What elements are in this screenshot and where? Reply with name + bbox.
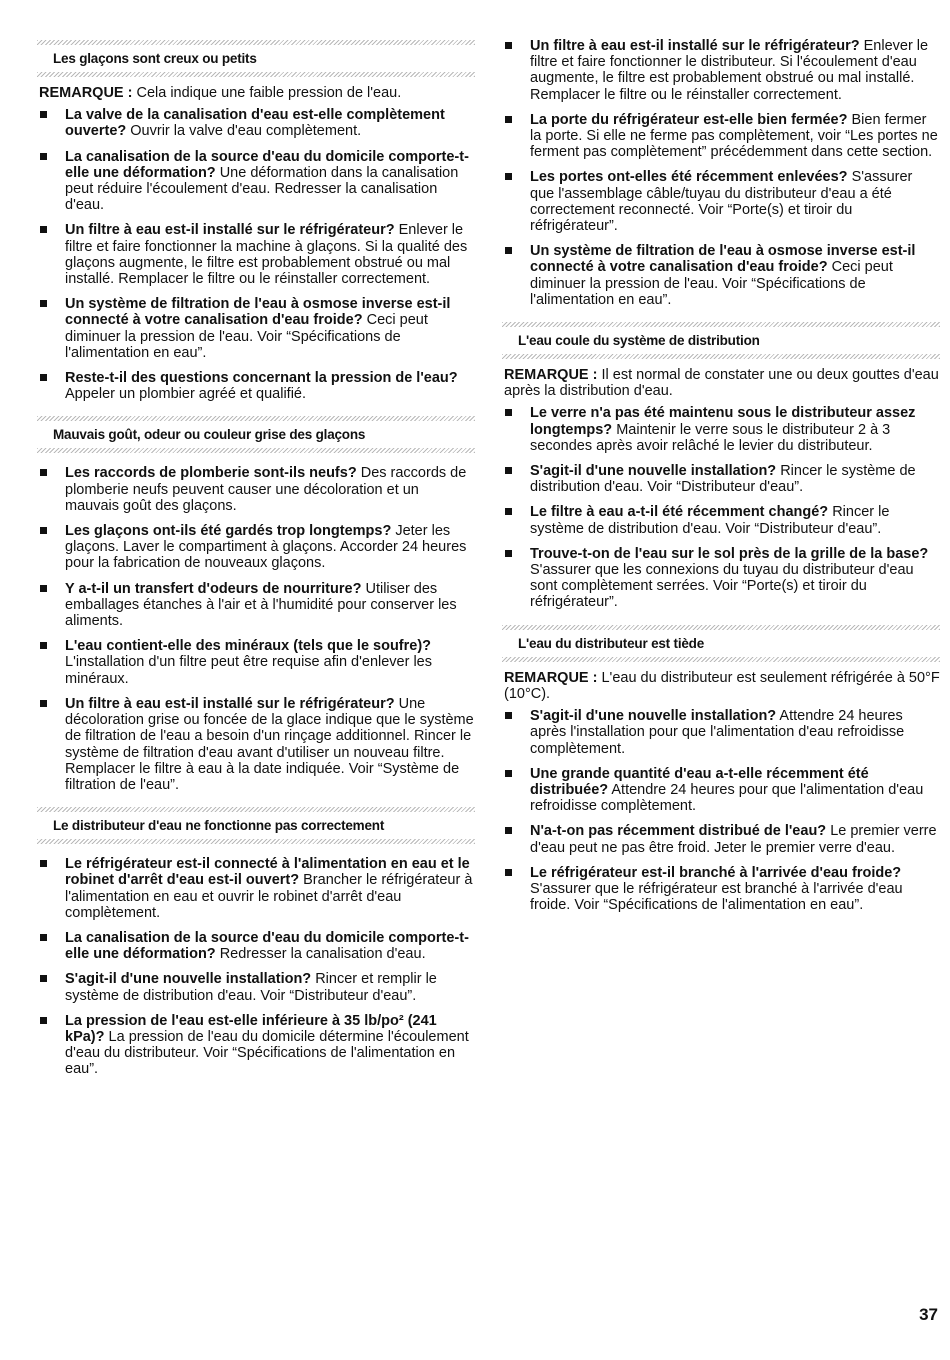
section bbox=[502, 38, 940, 308]
list-item bbox=[37, 465, 475, 514]
item-answer: Rincer et remplir le système de distribution d'eau. Voir “Distributeur d'eau”. bbox=[65, 971, 437, 1004]
list-item bbox=[502, 169, 940, 234]
item-question: S'agit-il d'une nouvelle installation? bbox=[530, 463, 777, 480]
list-item bbox=[37, 149, 475, 214]
list-item bbox=[502, 546, 940, 611]
item-question: Le verre n'a pas été maintenu sous le distributeur assez longtemps? bbox=[530, 405, 916, 438]
item-question: Y a-t-il un transfert d'odeurs de nourriture? bbox=[65, 580, 362, 597]
square-bullet-icon bbox=[505, 508, 512, 515]
item-list bbox=[502, 708, 940, 913]
item-question: L'eau contient-elle des minéraux (tels que le soufre)? bbox=[65, 638, 432, 655]
item-question: N'a-t-on pas récemment distribué de l'eau? bbox=[530, 823, 827, 840]
square-bullet-icon bbox=[40, 642, 47, 649]
hatch-rule bbox=[37, 839, 475, 844]
list-item bbox=[502, 865, 940, 914]
square-bullet-icon bbox=[40, 934, 47, 941]
note-label: REMARQUE : bbox=[39, 85, 133, 101]
section bbox=[37, 416, 475, 793]
item-answer: L'installation d'un filtre peut être requise afin d'enlever les minéraux. bbox=[65, 654, 432, 687]
square-bullet-icon bbox=[505, 116, 512, 123]
hatch-rule bbox=[37, 72, 475, 77]
square-bullet-icon bbox=[505, 247, 512, 254]
item-answer: Ceci peut diminuer la pression de l'eau. Voir “Spécifications de l'alimentation en eau”. bbox=[530, 259, 893, 308]
square-bullet-icon bbox=[505, 550, 512, 557]
list-item bbox=[502, 405, 940, 454]
list-item bbox=[502, 243, 940, 308]
square-bullet-icon bbox=[40, 111, 47, 118]
hatch-rule bbox=[502, 354, 940, 359]
list-item bbox=[37, 222, 475, 287]
item-answer: S'assurer que le réfrigérateur est branché à l'arrivée d'eau froide. Voir “Spécifications de l'alimentation en eau”. bbox=[530, 880, 903, 914]
item-question: La canalisation de la source d'eau du domicile comporte-t-elle une déformation? bbox=[65, 148, 469, 181]
item-question: Trouve-t-on de l'eau sur le sol près de la grille de la base? bbox=[530, 545, 929, 562]
item-question: Un filtre à eau est-il installé sur le réfrigérateur? bbox=[65, 222, 395, 239]
item-answer: Brancher le réfrigérateur à l'alimentation en eau et ouvrir le robinet d'arrêt d'eau complètement. bbox=[65, 872, 473, 921]
section bbox=[502, 322, 940, 611]
square-bullet-icon bbox=[40, 374, 47, 381]
item-answer: Enlever le filtre et faire fonctionner le distributeur. Si l'écoulement d'eau augmente, le filtre est probablement obstrué ou mal installé. Remplacer le filtre ou le réinstaller correctement. bbox=[530, 38, 929, 103]
item-answer: Une déformation dans la canalisation peut réduire l'écoulement d'eau. Redresser la canalisation d'eau. bbox=[65, 164, 459, 214]
list-item bbox=[37, 696, 475, 793]
item-answer: Utiliser des emballages étanches à l'air et à l'humidité pour conserver les aliments. bbox=[65, 580, 457, 630]
list-item bbox=[37, 370, 475, 402]
list-item bbox=[37, 971, 475, 1003]
hatch-rule bbox=[37, 448, 475, 453]
item-answer: Rincer le système de distribution d'eau. Voir “Distributeur d'eau”. bbox=[530, 504, 890, 537]
section-title: L'eau coule du système de distribution bbox=[518, 333, 760, 349]
list-item bbox=[502, 823, 940, 855]
section bbox=[502, 625, 940, 914]
section bbox=[37, 40, 475, 402]
list-item bbox=[502, 38, 940, 103]
item-answer: Le premier verre d'eau peut ne pas être froid. Jeter le premier verre d'eau. bbox=[530, 823, 937, 856]
item-answer: Bien fermer la porte. Si elle ne ferme pas complètement, voir “Les portes ne ferment pas complètement” précédemment dans cette section. bbox=[530, 111, 938, 161]
square-bullet-icon bbox=[505, 869, 512, 876]
section bbox=[37, 807, 475, 1077]
note-text: Cela indique une faible pression de l'eau. bbox=[136, 85, 402, 101]
left-column bbox=[37, 40, 475, 1092]
square-bullet-icon bbox=[40, 469, 47, 476]
item-answer: Rincer le système de distribution d'eau. Voir “Distributeur d'eau”. bbox=[530, 463, 916, 496]
item-question: La pression de l'eau est-elle inférieure à 35 lb/po² (241 kPa)? bbox=[65, 1012, 437, 1045]
item-question: Une grande quantité d'eau a-t-elle récemment été distribuée? bbox=[530, 765, 869, 798]
item-question: Un filtre à eau est-il installé sur le réfrigérateur? bbox=[65, 695, 395, 712]
item-answer: Appeler un plombier agréé et qualifié. bbox=[65, 386, 307, 403]
item-list bbox=[37, 465, 475, 793]
item-question: La valve de la canalisation d'eau est-elle complètement ouverte? bbox=[65, 107, 445, 140]
list-item bbox=[37, 296, 475, 361]
list-item bbox=[37, 1013, 475, 1078]
item-question: Un système de filtration de l'eau à osmose inverse est-il connecté à votre canalisation d'eau froide? bbox=[530, 243, 916, 276]
item-answer: Ceci peut diminuer la pression de l'eau. Voir “Spécifications de l'alimentation en eau”. bbox=[65, 312, 428, 361]
section-header bbox=[37, 807, 475, 844]
square-bullet-icon bbox=[40, 153, 47, 160]
square-bullet-icon bbox=[40, 975, 47, 982]
square-bullet-icon bbox=[505, 827, 512, 834]
list-item bbox=[37, 107, 475, 139]
section-header bbox=[37, 416, 475, 453]
list-item bbox=[502, 463, 940, 495]
section-title: Le distributeur d'eau ne fonctionne pas correctement bbox=[53, 818, 385, 834]
item-list bbox=[502, 405, 940, 610]
square-bullet-icon bbox=[505, 42, 512, 49]
square-bullet-icon bbox=[40, 860, 47, 867]
item-question: Les raccords de plomberie sont-ils neufs? bbox=[65, 465, 357, 482]
square-bullet-icon bbox=[505, 409, 512, 416]
item-answer: Redresser la canalisation d'eau. bbox=[219, 946, 426, 963]
list-item bbox=[502, 708, 940, 757]
section-title: Mauvais goût, odeur ou couleur grise des glaçons bbox=[53, 427, 366, 443]
item-list bbox=[37, 107, 475, 402]
square-bullet-icon bbox=[40, 226, 47, 233]
square-bullet-icon bbox=[40, 700, 47, 707]
item-answer: S'assurer que les connexions du tuyau du distributeur d'eau sont complètement serrées. Voir “Porte(s) et tiroir du réfrigérateur”. bbox=[530, 562, 914, 611]
item-question: Les portes ont-elles été récemment enlevées? bbox=[530, 169, 848, 186]
square-bullet-icon bbox=[505, 770, 512, 777]
item-question: La porte du réfrigérateur est-elle bien fermée? bbox=[530, 111, 848, 128]
note-label: REMARQUE : bbox=[504, 367, 598, 384]
item-answer: Attendre 24 heures après l'installation pour que l'alimentation d'eau refroidisse complètement. bbox=[530, 708, 905, 757]
item-answer: S'assurer que l'assemblage câble/tuyau du distributeur d'eau a été correctement reconnecté. Voir “Porte(s) et tiroir du réfrigérateur”. bbox=[530, 169, 913, 235]
item-question: Le filtre à eau a-t-il été récemment changé? bbox=[530, 504, 829, 521]
item-answer: Jeter les glaçons. Laver le compartiment à glaçons. Accorder 24 heures pour la fabrication de nouveaux glaçons. bbox=[65, 523, 467, 572]
note bbox=[39, 85, 475, 101]
item-answer: Une décoloration grise ou foncée de la glace indique que le système de filtration de l'eau a besoin d'un rinçage additionnel. Rincer le système de filtration d'eau avant d'utiliser un nouveau filtre. Remplacer le filtre à eau à la date indiquée. Voir “Système de filtration de l'eau”. bbox=[65, 695, 474, 793]
item-question: Le réfrigérateur est-il connecté à l'alimentation en eau et le robinet d'arrêt d'eau est-il ouvert? bbox=[65, 856, 470, 889]
note-label: REMARQUE : bbox=[504, 669, 598, 686]
list-item bbox=[37, 856, 475, 921]
item-answer: Enlever le filtre et faire fonctionner la machine à glaçons. Si la qualité des glaçons augmente, le filtre est probablement obstrué ou mal installé. Remplacer le filtre ou le réinstaller correctement. bbox=[65, 222, 468, 288]
list-item bbox=[37, 638, 475, 687]
square-bullet-icon bbox=[505, 467, 512, 474]
square-bullet-icon bbox=[40, 300, 47, 307]
list-item bbox=[502, 504, 940, 536]
square-bullet-icon bbox=[505, 712, 512, 719]
item-question: S'agit-il d'une nouvelle installation? bbox=[530, 708, 777, 725]
item-answer: La pression de l'eau du domicile détermine l'écoulement d'eau du distributeur. Voir “Spécifications de l'alimentation en eau”. bbox=[65, 1028, 469, 1078]
list-item bbox=[37, 930, 475, 962]
item-question: S'agit-il d'une nouvelle installation? bbox=[65, 971, 312, 988]
square-bullet-icon bbox=[40, 585, 47, 592]
list-item bbox=[502, 766, 940, 815]
item-question: Reste-t-il des questions concernant la pression de l'eau? bbox=[65, 370, 458, 387]
item-question: Un système de filtration de l'eau à osmose inverse est-il connecté à votre canalisation d'eau froide? bbox=[65, 296, 451, 329]
square-bullet-icon bbox=[40, 1017, 47, 1024]
item-question: Les glaçons ont-ils été gardés trop longtemps? bbox=[65, 523, 392, 540]
note bbox=[504, 367, 940, 399]
item-question: La canalisation de la source d'eau du domicile comporte-t-elle une déformation? bbox=[65, 929, 469, 963]
section-header bbox=[502, 625, 940, 662]
item-answer: Ouvrir la valve d'eau complètement. bbox=[130, 123, 362, 140]
hatch-rule bbox=[502, 657, 940, 662]
list-item bbox=[37, 523, 475, 572]
section-header bbox=[502, 322, 940, 359]
right-column bbox=[502, 38, 940, 927]
item-list bbox=[37, 856, 475, 1077]
item-list bbox=[502, 38, 940, 308]
note-text: L'eau du distributeur est seulement réfrigérée à 50°F (10°C). bbox=[504, 669, 940, 702]
section-header bbox=[37, 40, 475, 77]
section-title: Les glaçons sont creux ou petits bbox=[53, 51, 257, 66]
note bbox=[504, 670, 940, 702]
square-bullet-icon bbox=[505, 173, 512, 180]
square-bullet-icon bbox=[40, 527, 47, 534]
list-item bbox=[502, 112, 940, 161]
page-number: 37 bbox=[919, 1305, 938, 1324]
item-question: Le réfrigérateur est-il branché à l'arrivée d'eau froide? bbox=[530, 864, 902, 881]
item-answer: Des raccords de plomberie neufs peuvent causer une décoloration et un mauvais goût des glaçons. bbox=[65, 465, 467, 514]
item-question: Un filtre à eau est-il installé sur le réfrigérateur? bbox=[530, 38, 860, 54]
note-text: Il est normal de constater une ou deux gouttes d'eau après la distribution d'eau. bbox=[504, 367, 939, 400]
item-answer: Maintenir le verre sous le distributeur 2 à 3 secondes après avoir relâché le levier du distributeur. bbox=[530, 421, 891, 454]
item-answer: Attendre 24 heures pour que l'alimentation d'eau refroidisse complètement. bbox=[530, 781, 924, 815]
list-item bbox=[37, 581, 475, 630]
section-title: L'eau du distributeur est tiède bbox=[518, 635, 705, 651]
